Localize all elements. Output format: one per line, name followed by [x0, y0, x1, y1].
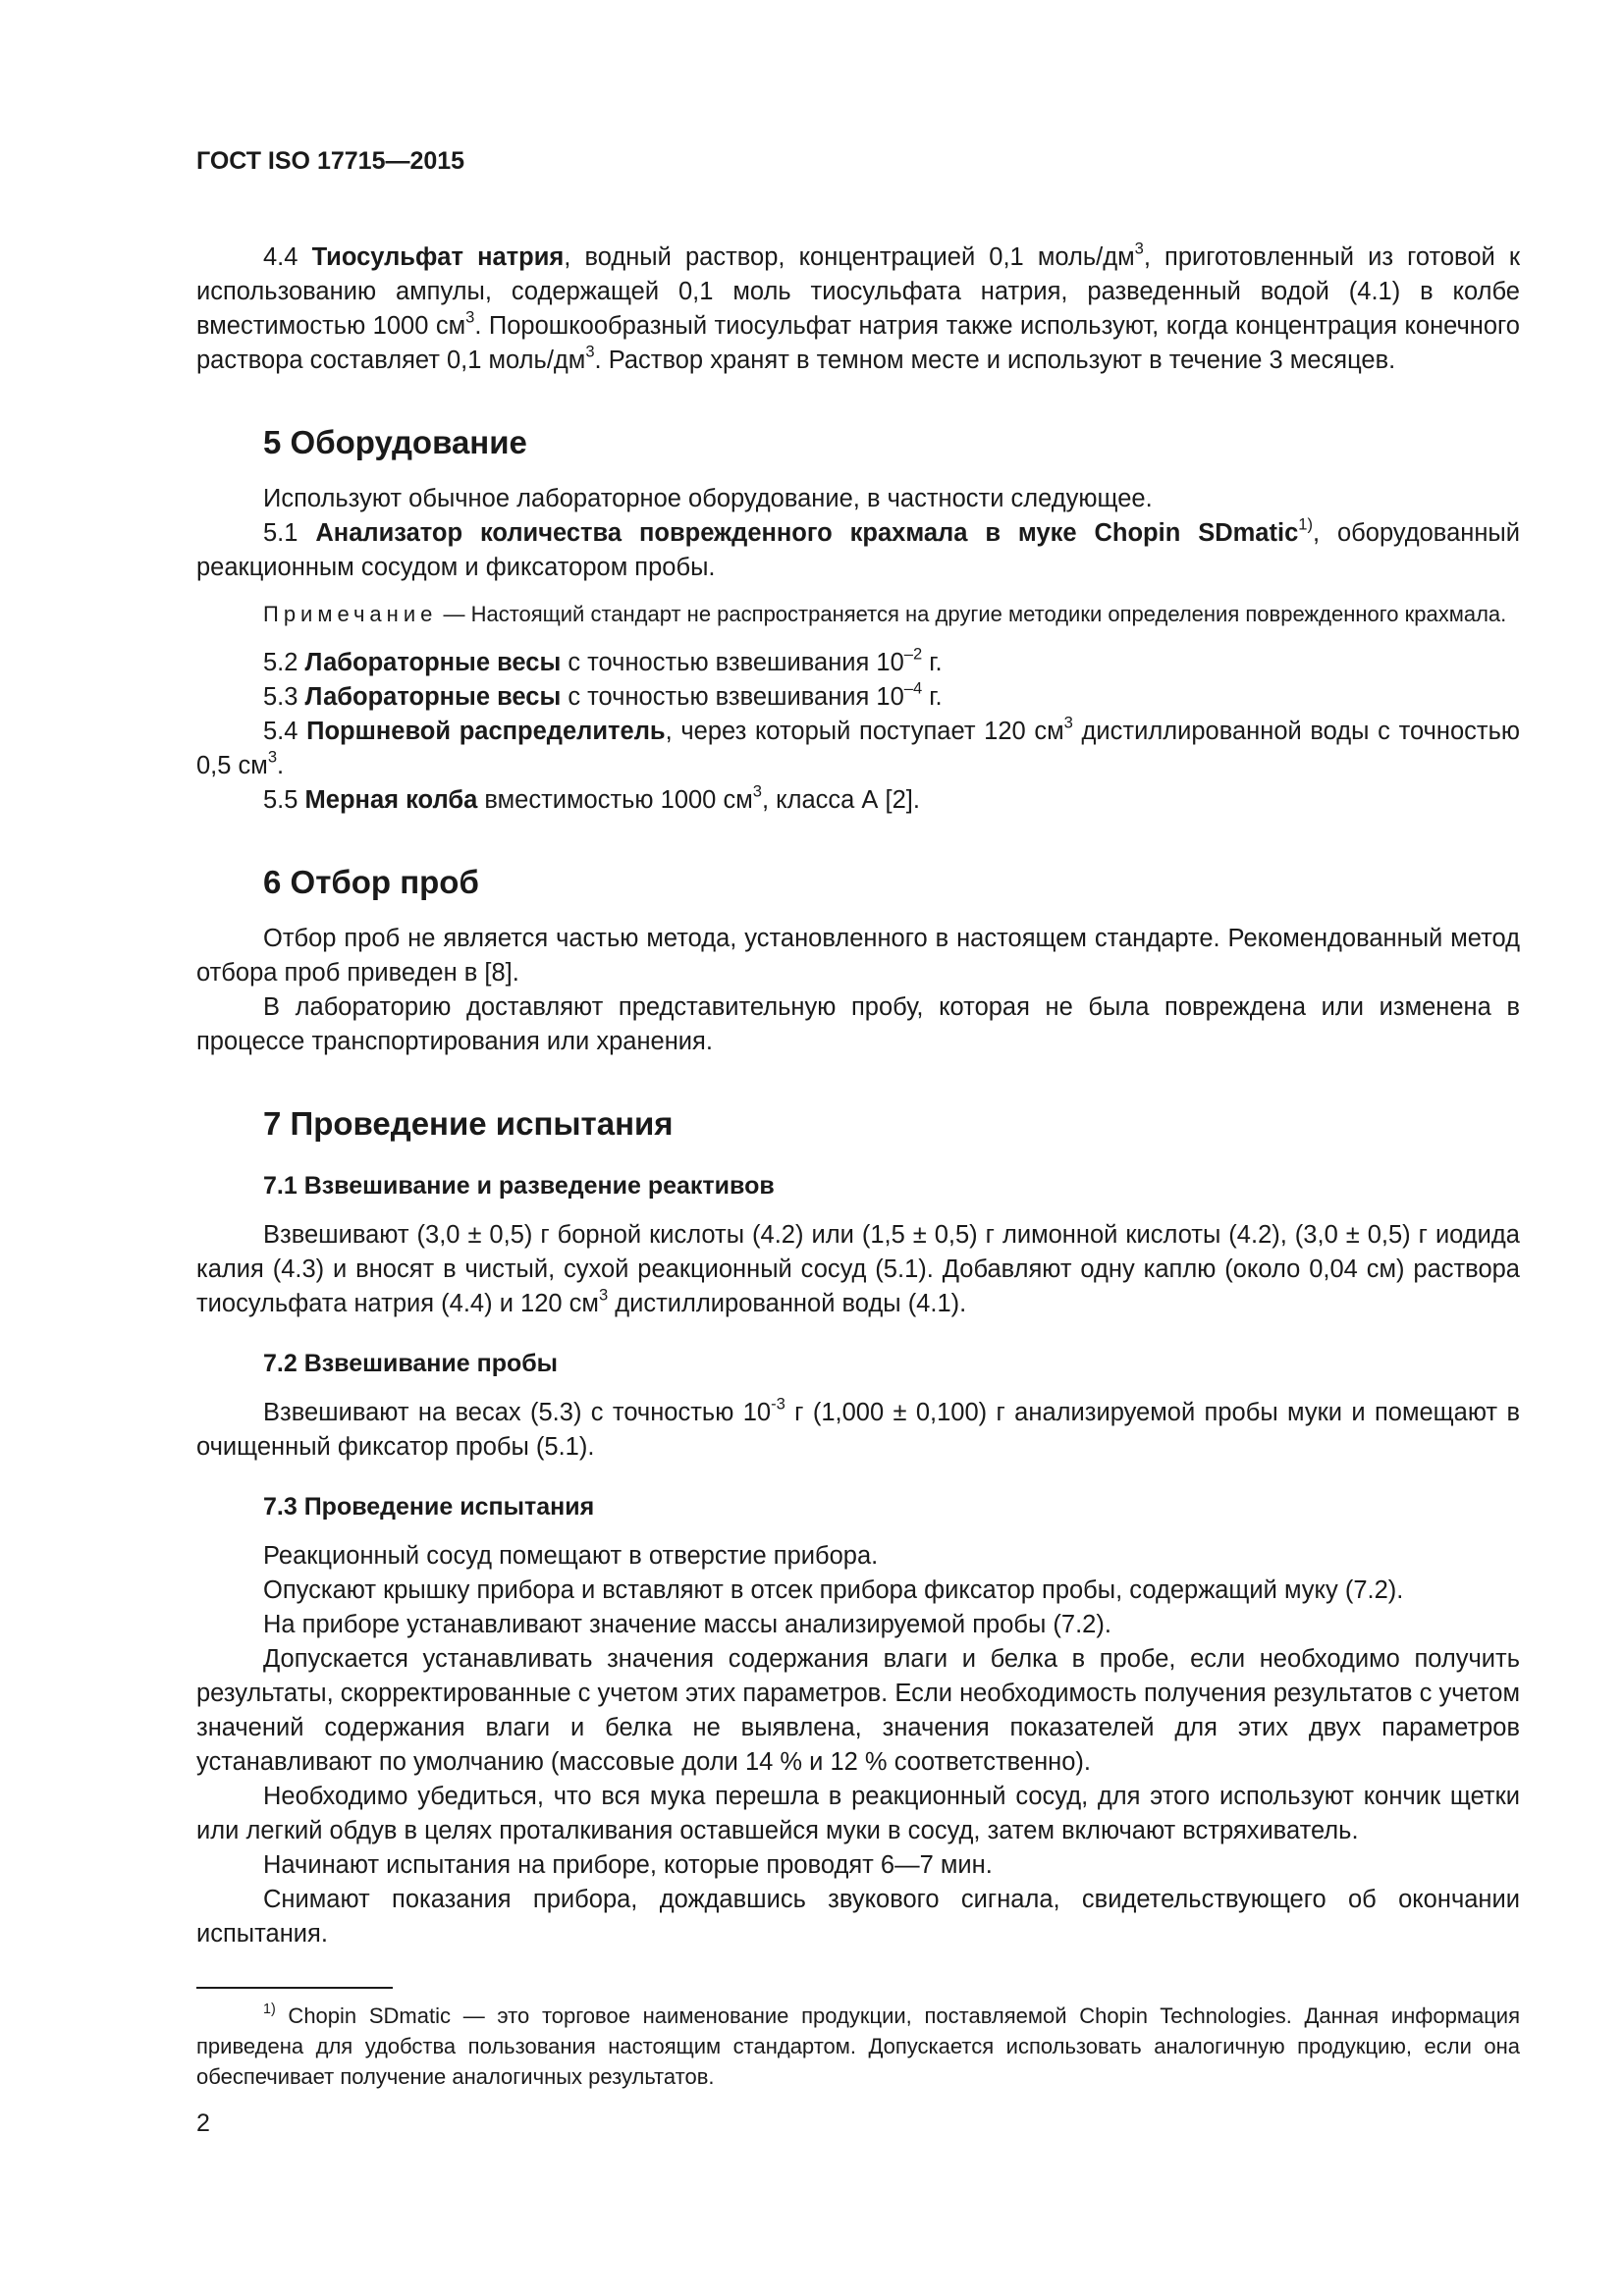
footnote-separator: [196, 1987, 393, 1989]
note-label: Примечание: [263, 602, 438, 626]
clause-4-4: 4.4 Тиосульфат натрия, водный раствор, концентрацией 0,1 моль/$дм^3$, приготовленный из готовой к использованию ампулы, содержащей 0,1 моль тиосульфата натрия, разведенный водой (4.1) в колбе вместимостью 1000 $см^3$. Порошкообразный тиосульфат натрия также используют, когда концентрация конечного раствора составляет 0,1 моль/$дм^3$. Раствор хранят в темном месте и используют в течение 3 месяцев.: [196, 239, 1521, 374]
subsection-7-3-paragraph: Опускают крышку прибора и вставляют в отсек прибора фиксатор пробы, содержащий муку (7.2).: [263, 1576, 1404, 1604]
reagent-name: Тиосульфат натрия: [311, 243, 565, 271]
footnote: [196, 2001, 1520, 2092]
subsection-7-2-text: Взвешивают на весах (5.3) с точностью $10^{-3}$ г (1,000 ± 0,100) г анализируемой пробы муки и помещают в очищенный фиксатор пробы (5.1).: [196, 1394, 1520, 1461]
section-6-paragraph: В лабораторию доставляют представительную пробу, которая не была повреждена или изменена в процессе транспортирования или хранения.: [196, 993, 1520, 1055]
subsection-7-1-text: Взвешивают (3,0 ± 0,5) г борной кислоты (4.2) или (1,5 ± 0,5) г лимонной кислоты (4.2), (3,0 ± 0,5) г иодида калия (4.3) и вносят в чистый, сухой реакционный сосуд (5.1). Добавляют одну каплю (около 0,04 см) раствора тиосульфата натрия (4.4) и 120 $см^3$ дистиллированной воды (4.1).: [196, 1221, 1520, 1317]
page-number: 2: [196, 2109, 210, 2137]
clause-5-4: 5.4 Поршневой распределитель, через который поступает 120 $см^3$ дистиллированной воды с точностью 0,5 $см^3$.: [196, 713, 1520, 779]
subsection-7-3-title: 7.3 Проведение испытания: [263, 1493, 595, 1521]
subsection-7-3-paragraph: Снимают показания прибора, дождавшись звукового сигнала, свидетельствующего об окончании испытания.: [196, 1886, 1520, 1948]
section-5-title: 5 Оборудование: [263, 424, 527, 460]
section-6-paragraph: Отбор проб не является частью метода, установленного в настоящем стандарте. Рекомендованный метод отбора проб приведен в [8].: [196, 925, 1520, 987]
clause-5-3: 5.3 Лабораторные весы с точностью взвешивания $10^{-4}$ г.: [263, 678, 943, 711]
clause-5-1: 5.1 Анализатор количества поврежденного крахмала в муке Chopin SDmatic$^{1)}$, оборудованный реакционным сосудом и фиксатором пробы.: [196, 514, 1520, 581]
subsection-7-3-paragraph: Необходимо убедиться, что вся мука перешла в реакционный сосуд, для этого используют кончик щетки или легкий обдув в целях проталкивания оставшейся муки в сосуд, затем включают встряхиватель.: [196, 1783, 1520, 1844]
footnote-mark: 1): [263, 2002, 276, 2017]
document-header: ГОСТ ISO 17715—2015: [196, 147, 465, 175]
subsection-7-2-title: 7.2 Взвешивание пробы: [263, 1350, 559, 1377]
note-text: — Настоящий стандарт не распространяется на другие методики определения поврежденного крахмала.: [437, 602, 1507, 626]
subsection-7-1-title: 7.1 Взвешивание и разведение реактивов: [263, 1172, 775, 1200]
section-5-intro: Используют обычное лабораторное оборудование, в частности следующее.: [263, 485, 1153, 512]
subsection-7-3-paragraph: Реакционный сосуд помещают в отверстие прибора.: [263, 1542, 879, 1570]
clause-5-2: 5.2 Лабораторные весы с точностью взвешивания $10^{-2}$ г.: [263, 644, 943, 676]
clause-number: 4.4: [263, 243, 298, 271]
section-6-title: 6 Отбор проб: [263, 864, 479, 900]
note: [196, 599, 1520, 630]
subsection-7-3-paragraph: Начинают испытания на приборе, которые проводят 6—7 мин.: [263, 1851, 993, 1879]
document-page: [196, 147, 1520, 2138]
subsection-7-3-paragraph: На приборе устанавливают значение массы анализируемой пробы (7.2).: [263, 1611, 1111, 1638]
clause-5-5: 5.5 Мерная колба вместимостью 1000 $см^3$, класса А [2].: [263, 781, 920, 814]
footnote-ref: 1): [1298, 514, 1313, 534]
footnote-text: Chopin SDmatic — это торговое наименование продукции, поставляемой Chopin Technologies. Данная информация приведена для удобства пользования настоящим стандартом. Допускается использовать аналогичную продукцию, если она обеспечивает получение аналогичных результатов.: [196, 2003, 1520, 2089]
subsection-7-3-paragraph: Допускается устанавливать значения содержания влаги и белка в пробе, если необходимо получить результаты, скорректированные с учетом этих параметров. Если необходимость получения результатов с учетом значений содержания влаги и белка не выявлена, значения показателей для этих двух параметров устанавливают по умолчанию (массовые доли 14 % и 12 % соответственно).: [196, 1645, 1520, 1776]
section-7-title: 7 Проведение испытания: [263, 1105, 674, 1142]
